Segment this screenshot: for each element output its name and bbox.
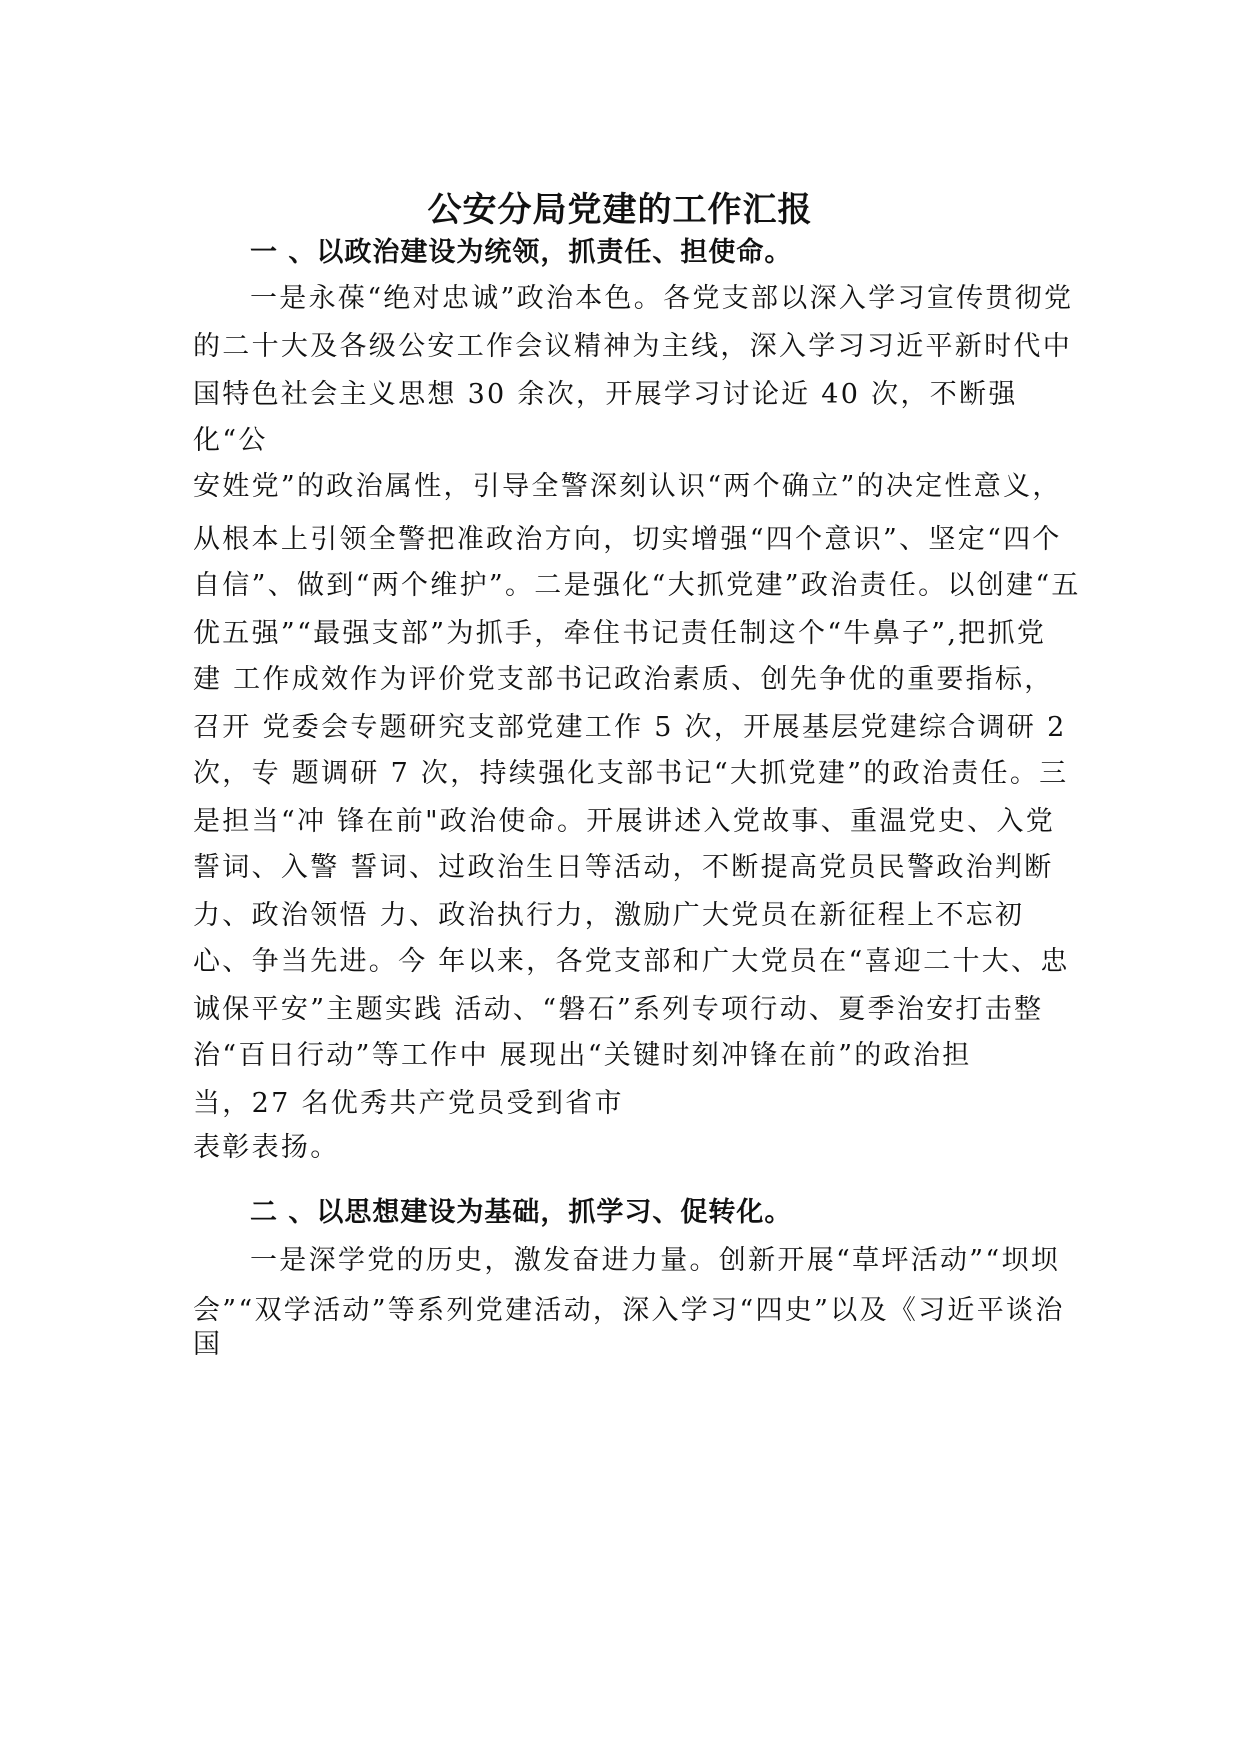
section-1-heading: 一 、以政治建设为统领，抓责任、担使命。 [250,237,793,268]
paragraph-line: 国特色社会主义思想 30 余次，开展学习讨论近 40 次，不断强 [193,379,1018,410]
paragraph-line: 安姓党”的政治属性，引导全警深刻认识“两个确立”的决定性意义， [193,471,1062,502]
paragraph-line: 当，27 名优秀共产党员受到省市 [193,1088,624,1119]
section-2-heading: 二 、以思想建设为基础，抓学习、促转化。 [250,1197,793,1228]
paragraph-line: 优五强”“最强支部”为抓手，牵住书记责任制这个“牛鼻子”,把抓党 [193,618,1047,649]
paragraph-line: 治“百日行动”等工作中 展现出“关键时刻冲锋在前”的政治担 [193,1040,972,1071]
paragraph-line: 自信”、做到“两个维护”。二是强化“大抓党建”政治责任。以创建“五 [193,570,1081,601]
paragraph-line: 是担当“冲 锋在前"政治使命。开展讲述入党故事、重温党史、入党 [193,806,1056,837]
paragraph-line: 力、政治领悟 力、政治执行力，激励广大党员在新征程上不忘初 [193,900,1025,931]
paragraph-line: 化“公 [193,425,268,456]
paragraph-line: 诚保平安”主题实践 活动、“磐石”系列专项行动、夏季治安打击整 [193,994,1044,1025]
paragraph-line: 的二十大及各级公安工作会议精神为主线，深入学习习近平新时代中 [193,331,1072,362]
paragraph-line: 一是深学党的历史，激发奋进力量。创新开展“草坪活动”“坝坝 [250,1245,1061,1276]
document-title: 公安分局党建的工作汇报 [427,190,813,230]
paragraph-line: 会”“双学活动”等系列党建活动，深入学习“四史”以及《习近平谈治 [193,1295,1065,1326]
paragraph-line: 从根本上引领全警把准政治方向，切实增强“四个意识”、坚定“四个 [193,524,1062,555]
paragraph-line: 召开 党委会专题研究支部党建工作 5 次，开展基层党建综合调研 2 [193,712,1067,743]
paragraph-line: 心、争当先进。今 年以来，各党支部和广大党员在“喜迎二十大、忠 [193,946,1070,977]
paragraph-line: 国 [193,1329,223,1360]
paragraph-line: 次，专 题调研 7 次，持续强化支部书记“大抓党建”的政治责任。三 [193,758,1069,789]
paragraph-line: 表彰表扬。 [193,1132,340,1163]
paragraph-line: 誓词、入警 誓词、过政治生日等活动，不断提高党员民警政治判断 [193,852,1054,883]
paragraph-line: 建 工作成效作为评价党支部书记政治素质、创先争优的重要指标， [193,664,1054,695]
paragraph-line: 一是永葆“绝对忠诚”政治本色。各党支部以深入学习宣传贯彻党 [250,283,1074,314]
